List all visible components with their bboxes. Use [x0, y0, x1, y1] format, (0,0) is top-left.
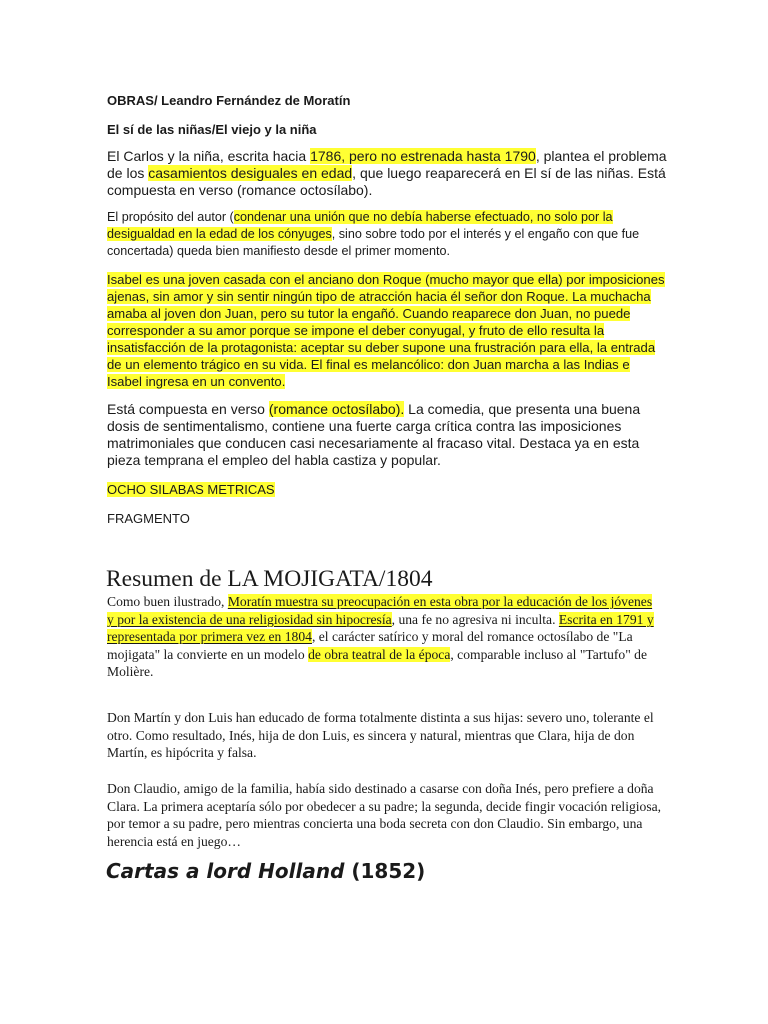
summary-text: , una fe no agresiva ni inculta. — [391, 611, 559, 627]
intro-text: , que luego reaparecerá en El sí de las niñas. Está compuesta en verso (romance octosílabo). — [107, 165, 666, 198]
isabel-highlight: Isabel es una joven casada con el anciano don Roque (mucho mayor que ella) por imposiciones ajenas, sin amor y sin sentir ningún tipo de atracción hacia él señor don Roque. La muchacha amaba al joven don Juan, pero su tutor la engañó. Cuando reaparece don Juan, no puede corresponder a su amor porque se impone el deber conyugal, y fruto de ello resulta la insatisfacción de la protagonista: aceptar su deber supone una frustración para ella, la entrada de un elemento trágico en su vida. El final es melancólico: don Juan marcha a las Indias e Isabel ingresa en un convento. — [107, 272, 665, 389]
eight-syllables-highlight: OCHO SILABAS METRICAS — [107, 482, 275, 497]
daughters-paragraph: Don Martín y don Luis han educado de forma totalmente distinta a sus hijas: severo uno, tolerante el otro. Como resultado, Inés, hija de don Luis, es sincera y natural, mientras que Clara, hija de don Martín, es hipócrita y falsa. — [107, 710, 654, 760]
intro-highlight-dates: 1786, pero no estrenada hasta 1790 — [310, 148, 536, 164]
mojigata-title: Resumen de LA MOJIGATA/1804 — [106, 566, 433, 592]
purpose-paragraph — [107, 209, 667, 260]
intro-text: , plantea el problema de los — [107, 148, 667, 181]
purpose-text: , sino sobre todo por el interés y el engaño con que fue concertada) queda bien manifiesto desde el primer momento. — [107, 227, 640, 258]
purpose-highlight: condenar una unión que no debía haberse efectuado, no solo por la desigualdad en la edad de los cónyuges — [107, 210, 613, 241]
summary-text: , el carácter satírico y moral del romance octosílabo de "La mojigata" la convierte en un modelo — [107, 629, 633, 662]
cartas-title: Cartas a lord Holland — [106, 859, 345, 883]
verse-highlight: (romance octosílabo). — [268, 401, 405, 417]
verse-paragraph — [107, 401, 667, 469]
intro-text: El Carlos y la niña, escrita hacia — [107, 148, 311, 164]
works-subtitle: El sí de las niñas/El viejo y la niña — [107, 122, 317, 137]
summary-text: Como buen ilustrado, — [107, 594, 228, 609]
summary-highlight-model: de obra teatral de la época — [308, 646, 451, 662]
isabel-paragraph — [107, 271, 667, 390]
intro-highlight-theme: casamientos desiguales en edad — [148, 165, 353, 181]
verse-text: Está compuesta en verso — [107, 401, 269, 417]
cartas-year: (1852) — [344, 859, 426, 883]
cartas-heading — [106, 858, 425, 884]
purpose-text: El propósito del autor ( — [107, 210, 234, 224]
summary-text: , comparable incluso al "Tartufo" de Molière. — [107, 646, 647, 679]
mojigata-summary-paragraph — [107, 593, 662, 681]
eight-syllables-label — [107, 481, 275, 498]
verse-text: La comedia, que presenta una buena dosis de sentimentalismo, contiene una fuerte carga crítica contra las imposiciones matrimoniales que conducen casi necesariamente al fracaso vital. Destaca ya en esta pieza temprana el empleo del habla castiza y popular. — [107, 401, 641, 468]
intro-paragraph — [107, 148, 667, 199]
summary-highlight-concern: Moratín muestra su preocupación en esta obra por la educación de los jóvenes y por la existencia de una religiosidad sin hipocresía — [107, 594, 653, 627]
claudio-paragraph: Don Claudio, amigo de la familia, había sido destinado a casarse con doña Inés, pero prefiere a doña Clara. La primera aceptaría sólo por obedecer a su padre; la segunda, decide fingir vocación religiosa, por temor a su padre, pero mientras concierta una boda secreta con don Claudio. Sin embargo, una herencia está en juego… — [107, 781, 662, 849]
summary-highlight-dates: Escrita en 1791 y representada por primera vez en 1804 — [107, 611, 654, 644]
fragment-label: FRAGMENTO — [107, 511, 190, 526]
works-heading: OBRAS/ Leandro Fernández de Moratín — [107, 93, 351, 108]
